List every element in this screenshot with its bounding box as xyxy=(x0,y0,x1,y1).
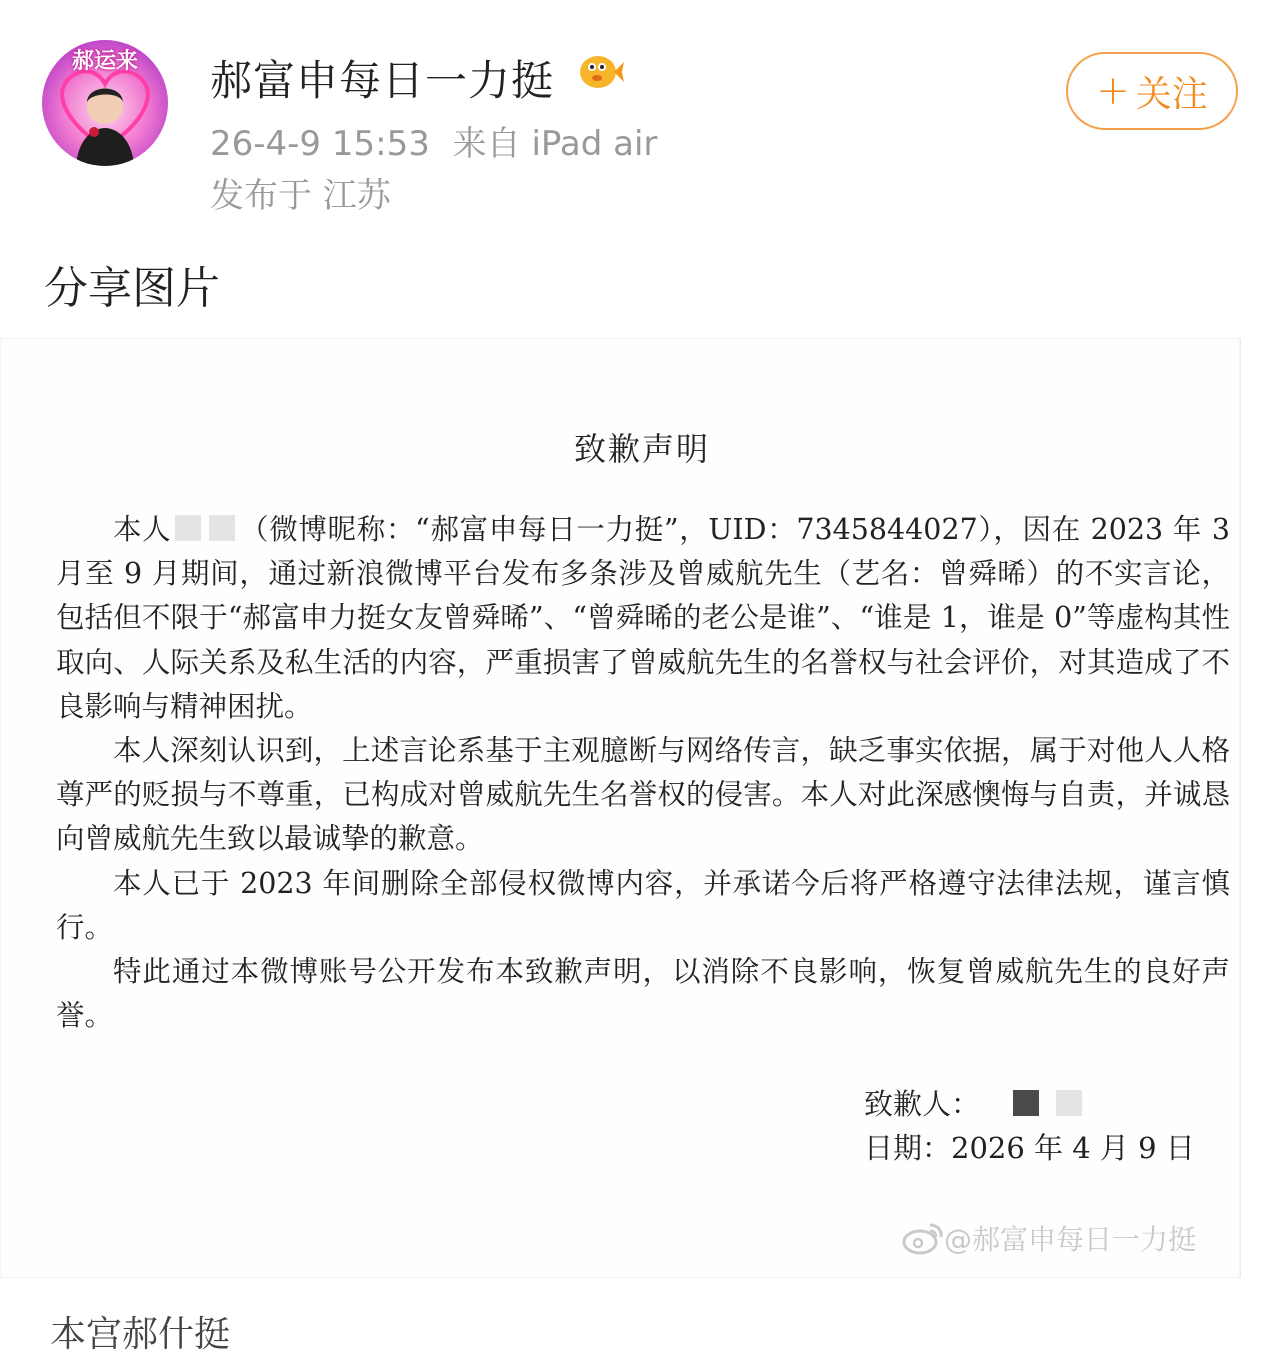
document-paragraph xyxy=(56,508,1230,729)
paragraph-text: 本人 xyxy=(113,513,172,546)
document-paragraph: 本人已于 2023 年间删除全部侵权微博内容，并承诺今后将严格遵守法律法规，谨言慎行。 xyxy=(56,866,1230,944)
paragraph-text: （微博昵称：“郝富申每日一力挺”，UID：7345844027），因在 2023 年 3 月至 9 月期间，通过新浪微博平台发布多条涉及曾威航先生（艺名：曾舜晞）的不实言论，包括但不限于“郝富申力挺女友曾舜晞”、“曾舜晞的老公是谁”、“谁是 1，谁是 0”等虚构其性取向、人际关系及私生活的内容，严重损害了曾威航先生的名誉权与社会评价，对其造成了不良影响与精神困扰。 xyxy=(56,513,1230,723)
document-paragraph: 本人深刻认识到，上述言论系基于主观臆断与网络传言，缺乏事实依据，属于对他人人格尊严的贬损与不尊重，已构成对曾威航先生名誉权的侵害。本人对此深感懊悔与自责，并诚恳向曾威航先生致以最诚挚的歉意。 xyxy=(56,734,1230,856)
post-source: 来自 iPad air xyxy=(452,124,658,164)
document-title: 致歉声明 xyxy=(573,430,710,468)
post-meta-time xyxy=(210,116,657,165)
username[interactable]: 郝富申每日一力挺 xyxy=(210,56,555,105)
post-text: 分享图片 xyxy=(44,263,220,314)
plus-icon: + xyxy=(1096,68,1130,114)
avatar[interactable] xyxy=(42,40,168,166)
watermark xyxy=(902,1218,1196,1258)
post-time: 26-4-9 15:53 xyxy=(210,124,430,164)
date-line xyxy=(864,1126,1195,1170)
redacted-name-block xyxy=(209,515,235,541)
redacted-signer-block xyxy=(1013,1090,1039,1116)
follow-button[interactable] xyxy=(1066,52,1238,130)
document-paragraph: 特此通过本微博账号公开发布本致歉声明，以消除不良影响，恢复曾威航先生的良好声誉。 xyxy=(56,955,1230,1033)
redacted-signer-block xyxy=(1056,1090,1082,1116)
date-value: 2026 年 4 月 9 日 xyxy=(951,1131,1195,1165)
redacted-name-block xyxy=(175,515,201,541)
post-location: 发布于 江苏 xyxy=(210,176,391,216)
pufferfish-badge-icon xyxy=(578,52,624,92)
document-body xyxy=(56,508,1230,1038)
follow-label: 关注 xyxy=(1135,73,1208,115)
signer-line xyxy=(864,1082,1195,1126)
next-post-text: 本宫郝什挺 xyxy=(50,1314,231,1355)
date-label: 日期： xyxy=(864,1131,952,1165)
weibo-logo-icon xyxy=(902,1221,944,1255)
signature-block xyxy=(864,1082,1195,1170)
watermark-text: @郝富申每日一力挺 xyxy=(944,1223,1197,1256)
avatar-label: 郝运来 xyxy=(71,49,138,74)
signer-label: 致歉人： xyxy=(864,1087,981,1121)
